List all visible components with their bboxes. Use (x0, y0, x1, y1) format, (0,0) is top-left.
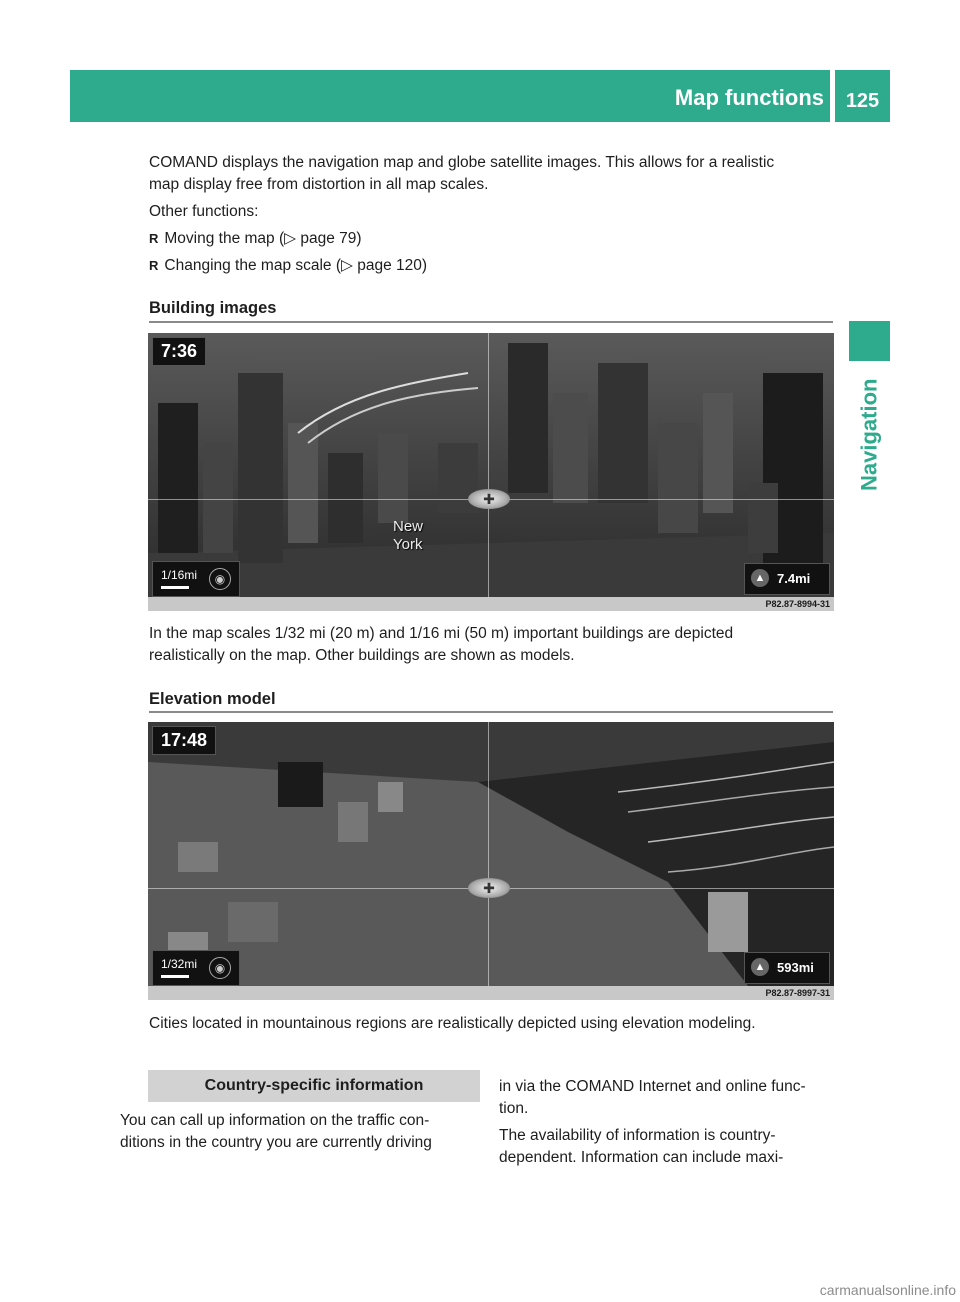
compass-icon[interactable]: ◉ (209, 568, 231, 590)
heading-rule (149, 711, 833, 713)
city-label: New York (393, 518, 424, 553)
section-heading-country-info: Country-specific information (148, 1070, 480, 1102)
heading-elevation-model: Elevation model (149, 690, 276, 708)
distance-value: 593mi (777, 960, 814, 975)
right-column-line-2: tion. (499, 1100, 529, 1117)
right-column-line-4: dependent. Information can include maxi- (499, 1149, 784, 1166)
right-column-line-1: in via the COMAND Internet and online func- (499, 1078, 806, 1095)
side-tab-marker (849, 321, 890, 361)
bullet-mark: R (149, 231, 159, 246)
clock-display: 7:36 (152, 337, 206, 366)
destination-flag-icon: ▲ (751, 958, 769, 976)
scale-bar (161, 586, 189, 589)
bullet-link-map-scale[interactable]: Changing the map scale (▷ page 120) (164, 257, 428, 274)
elevation-illustration (148, 722, 834, 1000)
intro-line-2: map display free from distortion in all map scales. (149, 176, 489, 193)
map-cursor-icon[interactable]: ✚ (468, 489, 510, 509)
page-number: 125 (835, 70, 890, 122)
bullet-item (149, 228, 362, 250)
section-title: Map functions (674, 85, 824, 110)
right-column-line-3: The availability of information is country- (499, 1127, 776, 1144)
building-caption-1: In the map scales 1/32 mi (20 m) and 1/16 mi (50 m) important buildings are depicted (149, 625, 734, 642)
building-caption-2: realistically on the map. Other buildings are shown as models. (149, 647, 575, 664)
clock-display: 17:48 (152, 726, 216, 755)
map-cursor-icon[interactable]: ✚ (468, 878, 510, 898)
distance-value: 7.4mi (777, 571, 811, 586)
distance-box[interactable] (744, 563, 830, 595)
scale-bar (161, 975, 189, 978)
left-column-line-2: ditions in the country you are currently driving (120, 1134, 432, 1151)
bullet-link-moving-map[interactable]: Moving the map (▷ page 79) (164, 230, 362, 247)
map-scale-value: 1/32mi (161, 957, 198, 971)
compass-icon[interactable]: ◉ (209, 957, 231, 979)
map-scale-box[interactable] (152, 561, 240, 597)
intro-line-1: COMAND displays the navigation map and globe satellite images. This allows for a realistic (149, 154, 775, 171)
watermark: carmanualsonline.info (819, 1282, 956, 1298)
bullet-item (149, 255, 427, 277)
elevation-model-figure (148, 722, 834, 1000)
elevation-caption: Cities located in mountainous regions are realistically depicted using elevation modeling. (149, 1015, 756, 1032)
map-scale-value: 1/16mi (161, 568, 198, 582)
figure-id: P82.87-8997-31 (765, 988, 830, 998)
bullet-mark: R (149, 258, 159, 273)
city-3d-illustration (148, 333, 834, 611)
heading-rule (149, 321, 833, 323)
crosshair-vertical (488, 722, 489, 986)
other-functions-label: Other functions: (149, 203, 259, 220)
side-tab-label: Navigation (856, 378, 882, 492)
building-images-figure (148, 333, 834, 611)
figure-id: P82.87-8994-31 (765, 599, 830, 609)
heading-building-images: Building images (149, 299, 277, 317)
crosshair-vertical (488, 333, 489, 597)
map-scale-box[interactable] (152, 950, 240, 986)
distance-box[interactable] (744, 952, 830, 984)
destination-flag-icon: ▲ (751, 569, 769, 587)
left-column-line-1: You can call up information on the traffic con- (120, 1112, 430, 1129)
